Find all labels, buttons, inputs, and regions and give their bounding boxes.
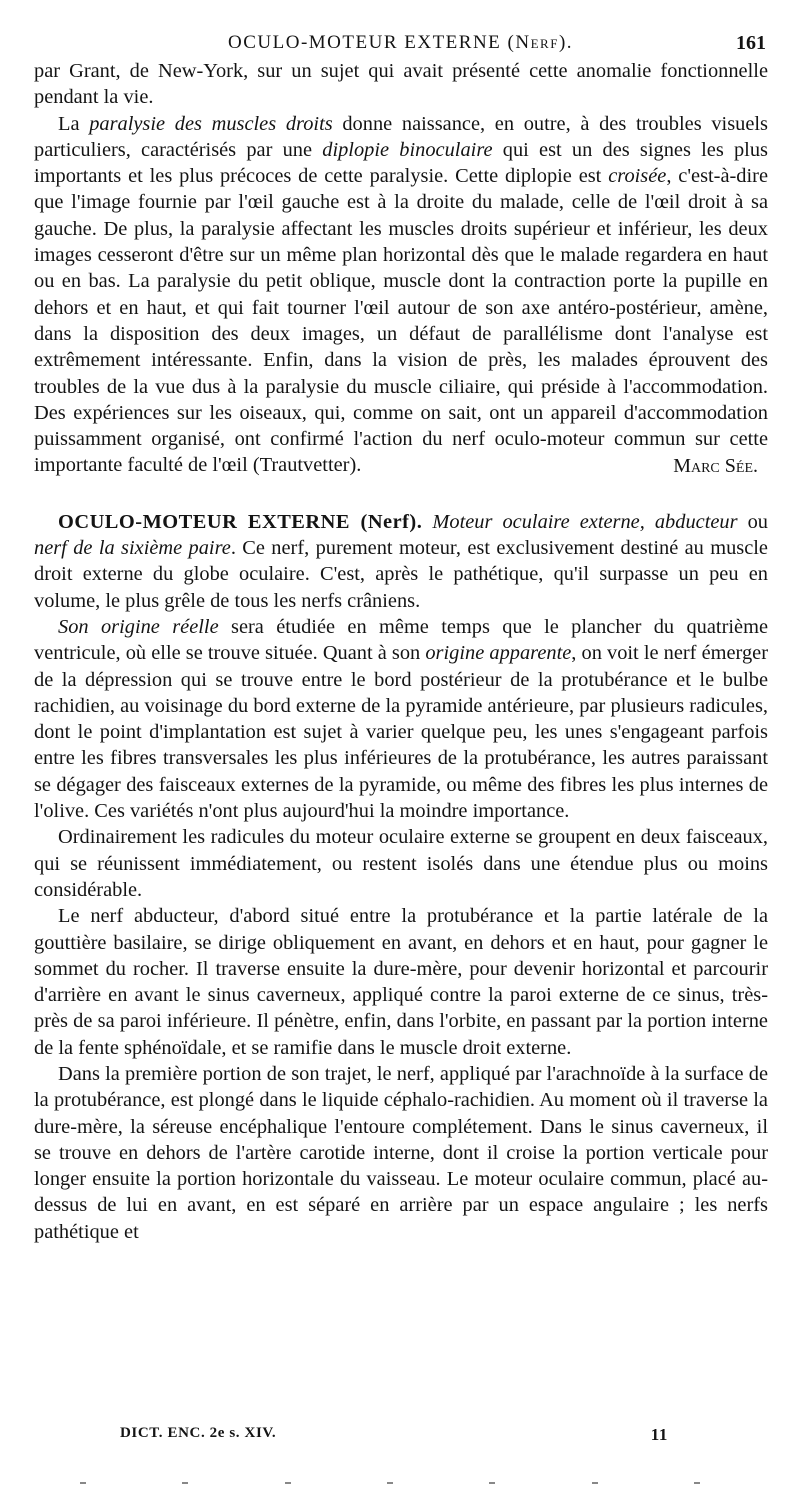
paragraph [34,111,768,479]
text-run: donne naissance, en outre, à des troubles visuels particuliers, caractérisés par une [34,112,768,161]
text-run: sera étudiée en même temps que le plancher du quatrième ventricule, où elle se trouve située. Quant à son [34,615,768,665]
article-headword: OCULO-MOTEUR EXTERNE [58,510,350,533]
italic-term: Moteur oculaire externe, abducteur [422,510,738,533]
page-footer [120,1425,680,1451]
text-run: . Ce nerf, purement moteur, est exclusivement destiné au muscle droit externe du globe oculaire. C'est, après le pathétique, qu'il surpasse un peu en volume, le plus grêle de tous les nerfs crâniens. [34,537,768,612]
edge-mark [592,1482,598,1484]
edge-mark [387,1482,393,1484]
text-run: , on voit le nerf émerger de la dépression qui se trouve entre le bord postérieur de la protubérance et le bulbe rachidien, au voisinage du bord externe de la pyramide antérieure, par plusieurs radicules, dont le point d'implantation est sujet à varier quelque peu, les unes s'engageant parfois entre les fibres transversales les plus inférieures de la protubérance, les autres paraissant se dégager des faisceaux externes de la pyramide, ou même des fibres les plus internes de l'olive. Ces variétés n'ont plus aujourd'hui la moindre importance. [34,642,769,823]
printer-signature-mark: DICT. ENC. 2e s. XIV. [120,1425,277,1441]
edge-mark [80,1482,86,1484]
paragraph: Dans la première portion de son trajet, le nerf, appliqué par l'arachnoïde à la surface de la protubérance, est plongé dans le liquide céphalo-rachidien. Au moment où il traverse la dure-mère, la séreuse encéphalique l'entoure complétement. Dans le sinus caverneux, il se trouve en dehors de l'artère carotide interne, dont il croise la portion verticale pour longer ensuite la portion horizontale du vaisseau. Le moteur oculaire commun, placé au-dessus de lui en avant, en est séparé en arrière par un espace angulaire ; les nerfs pathétique et [34,1062,768,1243]
bottom-edge-marks [80,1482,700,1484]
text-run: qui est un des signes les plus importants et les plus précoces de cette paralysie. Cette diplopie est [34,138,768,188]
running-title-smallcaps: Nerf [515,32,559,53]
paragraph: par Grant, de New-York, sur un sujet qui avait présenté cette anomalie fonctionnelle pendant la vie. [34,60,768,109]
text-run: , c'est-à-dire que l'image fournie par l'œil gauche est à la droite du malade, celle de l'œil droit à sa gauche. De plus, la paralysie affectant les muscles droits supérieur et inférieur, les deux images cesseront d'être sur un même plan horizontal dès que le malade regardera en haut ou en bas. La paralysie du petit oblique, muscle dont la contraction porte la pupille en dehors et en haut, et qui fait tourner l'œil autour de son axe antéro-postérieur, amène, dans la disposition des deux images, un défaut de parallélisme dont l'analyse est extrêmement intéressante. Enfin, dans la vision de près, les malades éprouvent des troubles de la vue dus à la paralysie du muscle ciliaire, qui préside à l'accommodation. Des expériences sur les oiseaux, qui, comme on sait, ont un appareil d'accommodation puissamment organisé, ont confirmé l'action du nerf oculo-moteur commun sur cette importante faculté de l'œil (Trautvetter). [34,165,769,477]
text-run: La [58,112,90,135]
sheet-number: 11 [650,1425,668,1444]
page [34,28,768,1245]
italic-term: paralysie des muscles droits [89,112,333,135]
running-title-end: ). [558,32,574,53]
italic-term: Son origine réelle [58,615,219,638]
italic-term: origine apparente [425,642,572,665]
italic-term: nerf de la sixième paire [34,537,231,560]
edge-mark [489,1482,495,1484]
author-signature: Marc Sée. [673,454,758,477]
edge-mark [285,1482,291,1484]
edge-mark [182,1482,188,1484]
paragraph: Le nerf abducteur, d'abord situé entre la protubérance et la partie latérale de la gouttière basilaire, se dirige obliquement en avant, en dehors et en haut, pour gagner le sommet du rocher. Il traverse ensuite la dure-mère, pour devenir horizontal et parcourir d'arrière en avant le sinus caverneux, appliqué contre la paroi externe de ce sinus, très-près de sa paroi inférieure. Il pénètre, enfin, dans l'orbite, en passant par la portion interne de la fente sphénoïdale, et se ramifie dans le muscle droit externe. [34,905,768,1059]
running-head [34,28,768,58]
italic-term: croisée [608,165,667,188]
paragraph: Ordinairement les radicules du moteur oculaire externe se groupent en deux faisceaux, qui se réunissent immédiatement, ou restent isolés dans une étendue plus ou moins considérable. [34,826,768,901]
edge-mark [694,1482,700,1484]
running-title-main: OCULO-MOTEUR EXTERNE ( [228,32,516,53]
paragraph [34,614,768,824]
running-title [228,32,573,54]
article-lead-paragraph [34,509,768,614]
previous-article-continuation [34,58,768,479]
article-oculo-moteur-externe [34,509,768,1245]
text-run: ou [737,510,768,533]
italic-term: diplopie binoculaire [322,138,493,161]
page-number: 161 [736,32,766,54]
article-headword-tag: (Nerf). [349,510,423,533]
